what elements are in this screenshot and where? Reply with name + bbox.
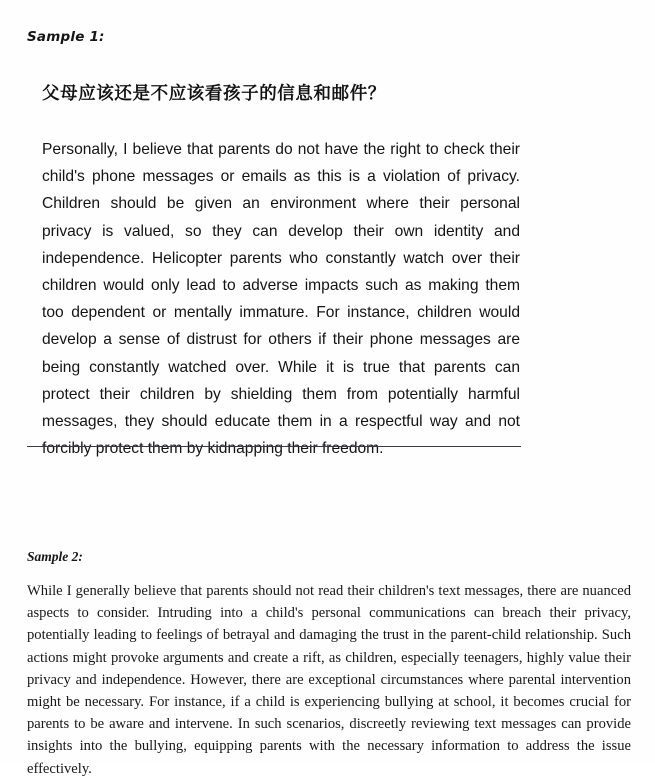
sample-2-label: Sample 2: xyxy=(27,549,83,564)
sample-1-chinese-heading: 父母应该还是不应该看孩子的信息和邮件？ xyxy=(42,84,386,104)
sample-1-body-paragraph: Personally, I believe that parents do not have the right to check their child's phone messages or emails as this is a violation of privacy. Children should be given an environment where their personal privacy is valued, so they can develop their own identity and independence. Helicopter parents who constantly watch over their children would only lead to adverse impacts such as making them too dependent or mentally immature. For instance, children would develop a sense of distrust for others if their phone messages are being constantly watched over. While it is true that parents can protect their children by shielding them from potentially harmful messages, they should educate them in a respectful way and not forcibly protect them by kidnapping their freedom. xyxy=(42,141,520,458)
sample-1-label: Sample 1: xyxy=(27,29,105,45)
section-divider xyxy=(27,446,521,447)
sample-2-body-paragraph: While I generally believe that parents should not read their children's text messages, there are nuanced aspects to consider. Intruding into a child's personal communications can breach their privacy, potentially leading to feelings of betrayal and damaging the trust in the parent-child relationship. Such actions might provoke arguments and create a rift, as children, especially teenagers, highly value their privacy and independence. However, there are exceptional circumstances where parental intervention might be necessary. For instance, if a child is experiencing bullying at school, it becomes crucial for parents to be aware and intervene. In such scenarios, discreetly reviewing text messages can provide insights into the bullying, equipping parents with the necessary information to address the issue effectively. xyxy=(27,583,631,777)
